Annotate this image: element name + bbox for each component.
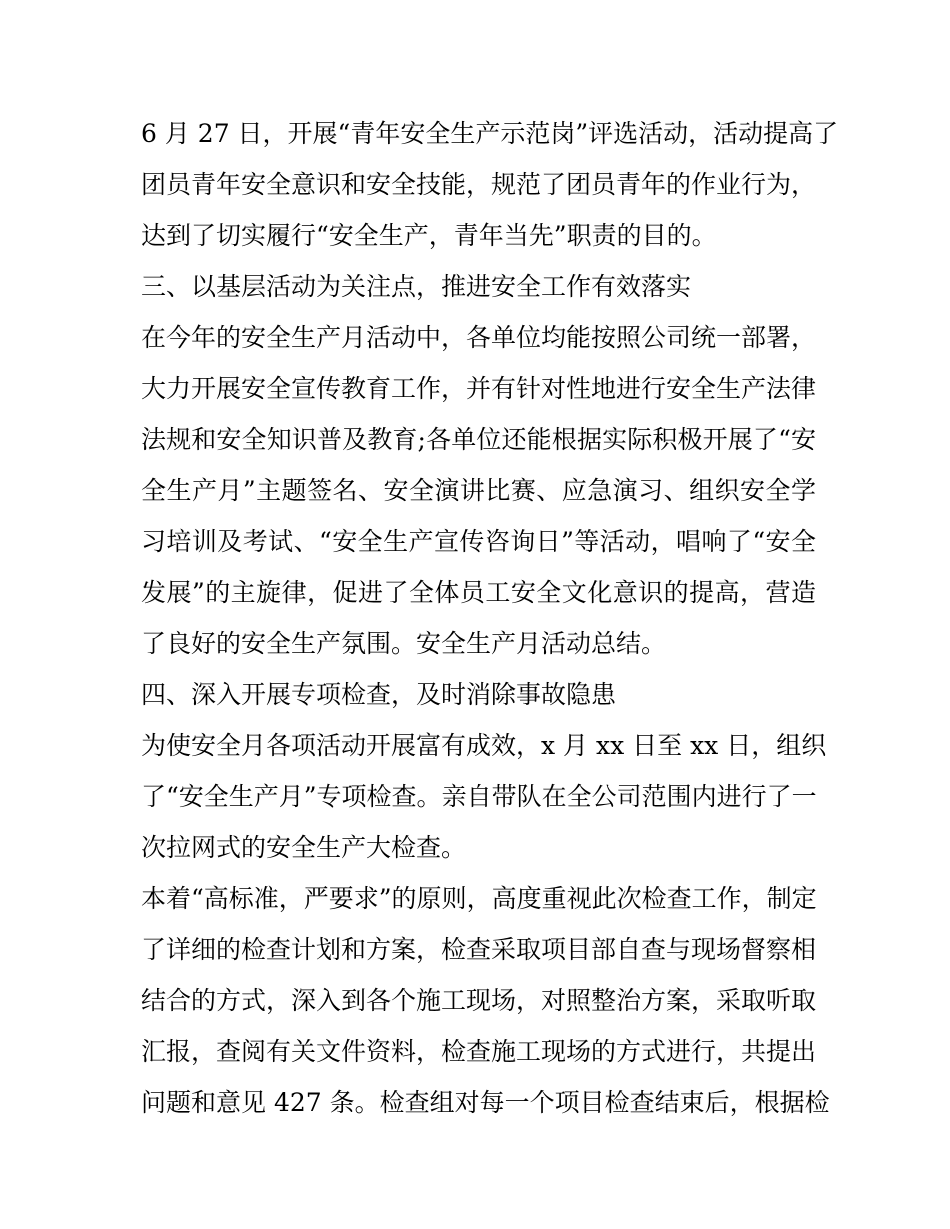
section-heading: 四、深入开展专项检查，及时消除事故隐患 bbox=[141, 680, 617, 709]
text-line: 团员青年安全意识和安全技能，规范了团员青年的作业行为， bbox=[141, 170, 817, 199]
text-line: 法规和安全知识普及教育;各单位还能根据实际积极开展了“安 bbox=[141, 425, 816, 454]
text-line: 次拉网式的安全生产大检查。 bbox=[141, 833, 467, 862]
text-line: 达到了切实履行“安全生产，青年当先”职责的目的。 bbox=[141, 221, 717, 250]
text-line: 6 月 27 日，开展“青年安全生产示范岗”评选活动，活动提高了 bbox=[141, 119, 839, 148]
text-line: 了详细的检查计划和方案，检查采取项目部自查与现场督察相 bbox=[141, 935, 817, 964]
text-line: 了良好的安全生产氛围。安全生产月活动总结。 bbox=[141, 629, 667, 658]
text-line: 结合的方式，深入到各个施工现场，对照整治方案，采取听取 bbox=[141, 986, 817, 1015]
section-heading: 三、以基层活动为关注点，推进安全工作有效落实 bbox=[141, 272, 692, 301]
text-line: 为使安全月各项活动开展富有成效，x 月 xx 日至 xx 日，组织 bbox=[141, 731, 827, 760]
text-line: 问题和意见 427 条。检查组对每一个项目检查结束后，根据检 bbox=[141, 1088, 830, 1117]
text-line: 大力开展安全宣传教育工作，并有针对性地进行安全生产法律 bbox=[141, 374, 817, 403]
text-line: 了“安全生产月”专项检查。亲自带队在全公司范围内进行了一 bbox=[141, 782, 817, 811]
text-line: 习培训及考试、“安全生产宣传咨询日”等活动，唱响了“安全 bbox=[141, 527, 816, 556]
text-line: 全生产月”主题签名、安全演讲比赛、应急演习、组织安全学 bbox=[141, 476, 816, 505]
document-body bbox=[141, 108, 839, 1128]
text-line: 发展”的主旋律，促进了全体员工安全文化意识的提高，营造 bbox=[141, 578, 816, 607]
text-line: 本着“高标准，严要求”的原则，高度重视此次检查工作，制定 bbox=[141, 884, 817, 913]
text-line: 汇报，查阅有关文件资料，检查施工现场的方式进行，共提出 bbox=[141, 1037, 817, 1066]
text-line: 在今年的安全生产月活动中，各单位均能按照公司统一部署， bbox=[141, 323, 817, 352]
